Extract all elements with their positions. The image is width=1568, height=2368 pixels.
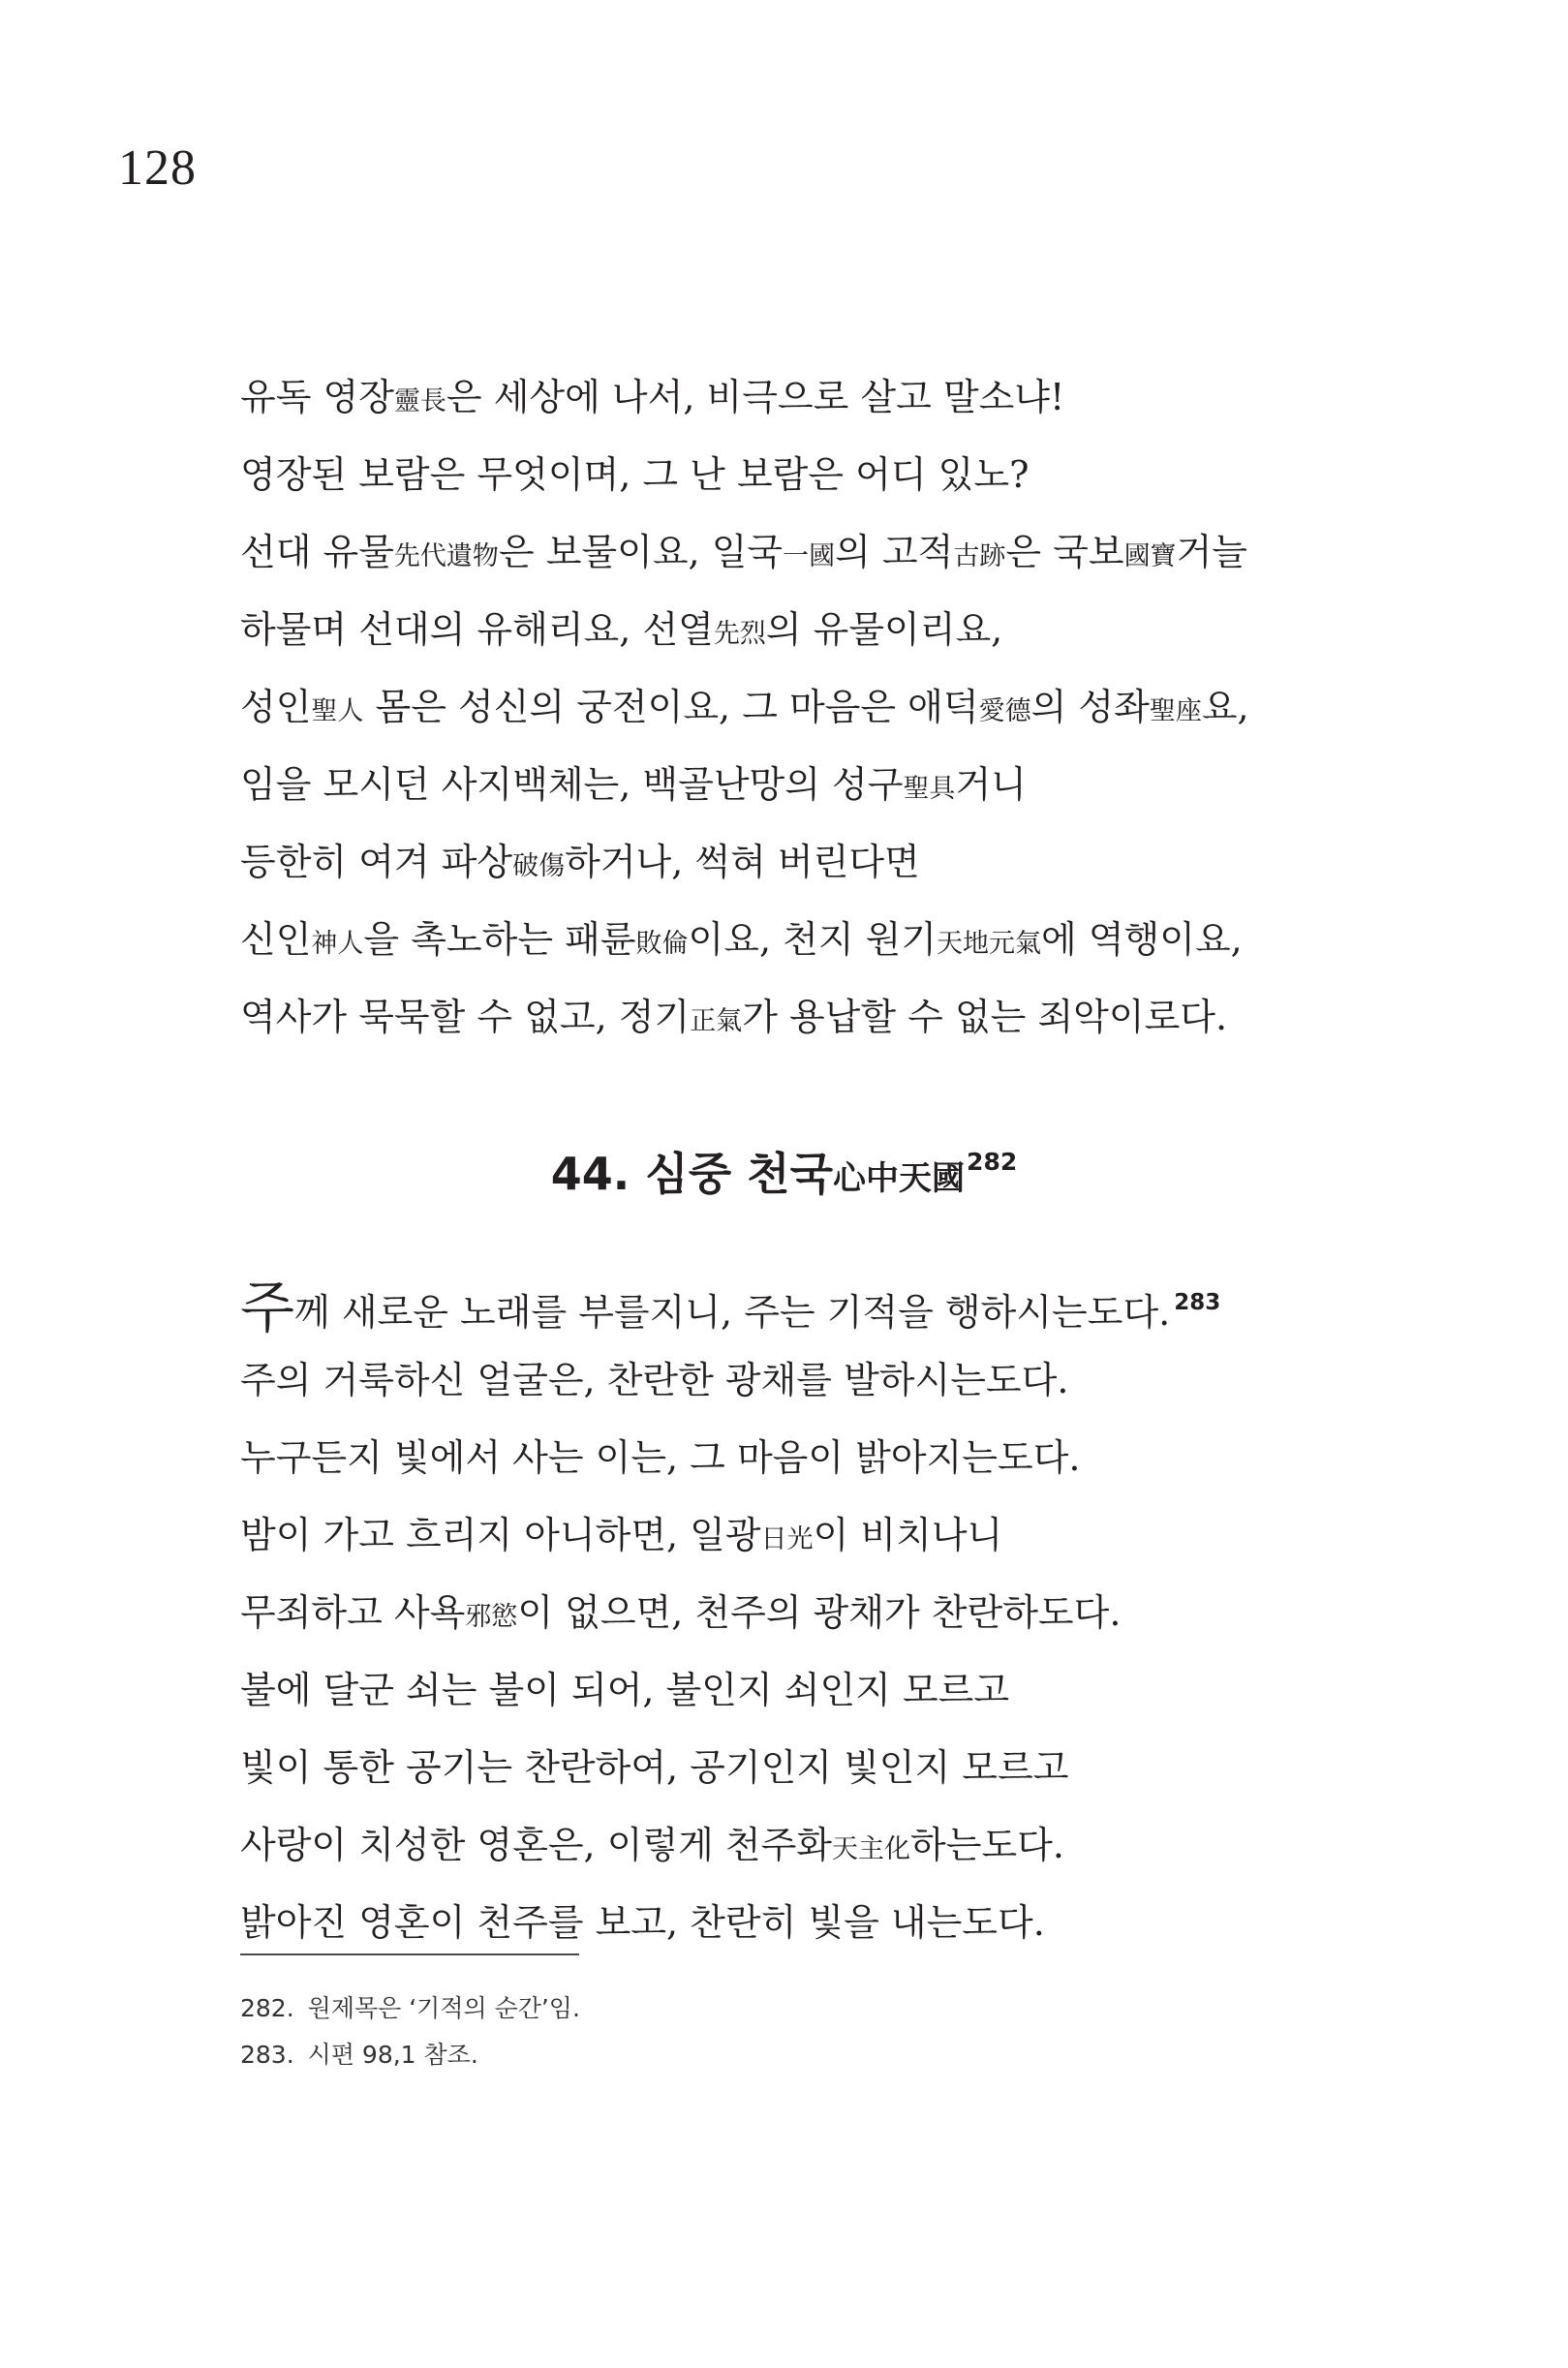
hanja-gloss: 邪慾 bbox=[465, 1602, 518, 1632]
poem-line bbox=[240, 358, 1402, 436]
text-segment: 을 촉노하는 패륜 bbox=[363, 918, 636, 961]
footnote-ref[interactable]: 282 bbox=[967, 1148, 1018, 1176]
hanja-gloss: 天主化 bbox=[832, 1834, 911, 1864]
poem-line bbox=[240, 1729, 1402, 1806]
footnote-divider bbox=[240, 1953, 579, 1955]
text-segment: 이요, 천지 원기 bbox=[688, 918, 938, 961]
text-segment: 신인 bbox=[240, 918, 312, 961]
text-segment: 누구든지 빛에서 사는 이는, 그 마음이 밝아지는도다. bbox=[240, 1436, 1081, 1479]
text-segment: 요, bbox=[1201, 686, 1249, 728]
hanja-gloss: 正氣 bbox=[690, 1006, 743, 1036]
hanja-gloss: 神人 bbox=[311, 929, 364, 959]
text-segment: 영장된 보람은 무엇이며, 그 난 보람은 어디 있노? bbox=[240, 453, 1030, 496]
poem-line bbox=[240, 668, 1402, 746]
text-segment: 은 보물이요, 일국 bbox=[498, 531, 784, 573]
hanja-gloss: 一國 bbox=[783, 541, 836, 571]
text-segment: 무죄하고 사욕 bbox=[240, 1591, 466, 1634]
poem-line bbox=[240, 1264, 1402, 1341]
footnote-ref[interactable]: 283 bbox=[1174, 1290, 1221, 1315]
text-segment: 에 역행이요, bbox=[1041, 918, 1243, 961]
page-number: 128 bbox=[118, 140, 197, 196]
poem-line bbox=[240, 591, 1402, 668]
text-segment: 께 새로운 노래를 부를지니, 주는 기적을 행하시는도다. bbox=[294, 1291, 1171, 1334]
footnote-number: 282. bbox=[240, 1994, 294, 2022]
text-segment: 은 세상에 나서, 비극으로 살고 말소냐! bbox=[446, 376, 1065, 418]
hanja-gloss: 聖座 bbox=[1149, 696, 1202, 726]
text-segment: 성인 bbox=[240, 686, 312, 728]
poem-line bbox=[240, 436, 1402, 513]
footnote-item bbox=[240, 2032, 580, 2078]
text-segment: 불에 달군 쇠는 불이 되어, 불인지 쇠인지 모르고 bbox=[240, 1669, 1010, 1711]
hanja-gloss: 古跡 bbox=[953, 541, 1006, 571]
text-segment: 하물며 선대의 유해리요, 선열 bbox=[240, 608, 714, 651]
hanja-gloss: 先代遺物 bbox=[393, 541, 499, 571]
poem-line bbox=[240, 746, 1402, 823]
footnote-text: 원제목은 ‘기적의 순간’임. bbox=[307, 1994, 580, 2022]
section-number: 44. bbox=[550, 1148, 630, 1200]
footnote-item bbox=[240, 1985, 580, 2032]
text-segment: 거니 bbox=[955, 763, 1027, 806]
footnote-number: 283. bbox=[240, 2041, 294, 2069]
hanja-gloss: 聖具 bbox=[903, 774, 956, 804]
text-segment: 이 없으면, 천주의 광채가 찬란하도다. bbox=[517, 1591, 1122, 1634]
text-segment: 의 유물이리요, bbox=[765, 608, 1003, 651]
hanja-gloss: 天地元氣 bbox=[937, 929, 1042, 959]
poem-line bbox=[240, 901, 1402, 978]
text-segment: 몸은 성신의 궁전이요, 그 마음은 애덕 bbox=[363, 686, 979, 728]
text-segment: 등한히 여겨 파상 bbox=[240, 841, 513, 883]
text-segment: 하거나, 썩혀 버린다면 bbox=[565, 841, 920, 883]
hanja-gloss: 愛德 bbox=[978, 696, 1031, 726]
hanja-gloss: 破傷 bbox=[512, 851, 566, 881]
poem-line bbox=[240, 823, 1402, 901]
section-heading bbox=[0, 1133, 1568, 1208]
text-segment: 밤이 가고 흐리지 아니하면, 일광 bbox=[240, 1514, 761, 1556]
hanja-gloss: 國寶 bbox=[1123, 541, 1177, 571]
text-segment: 역사가 묵묵할 수 없고, 정기 bbox=[240, 996, 691, 1038]
text-segment: 의 고적 bbox=[835, 531, 954, 573]
footnote-text: 시편 98,1 참조. bbox=[307, 2041, 478, 2069]
text-segment: 가 용납할 수 없는 죄악이로다. bbox=[742, 996, 1228, 1038]
poem-line bbox=[240, 1496, 1402, 1574]
poem-line bbox=[240, 1806, 1402, 1884]
drop-cap: 주 bbox=[240, 1275, 295, 1340]
text-segment: 선대 유물 bbox=[240, 531, 394, 573]
text-segment: 의 성좌 bbox=[1030, 686, 1150, 728]
text-segment: 밝아진 영혼이 천주를 보고, 찬란히 빛을 내는도다. bbox=[240, 1901, 1045, 1944]
poem-line bbox=[240, 1341, 1402, 1419]
text-segment: 이 비치나니 bbox=[813, 1514, 1003, 1556]
poem-stanza-1 bbox=[240, 358, 1402, 1056]
text-segment: 주의 거룩하신 얼굴은, 찬란한 광채를 발하시는도다. bbox=[240, 1359, 1069, 1401]
hanja-gloss: 聖人 bbox=[311, 696, 364, 726]
poem-stanza-2 bbox=[240, 1264, 1402, 1961]
text-segment: 유독 영장 bbox=[240, 376, 394, 418]
footnotes bbox=[240, 1985, 580, 2078]
poem-line bbox=[240, 978, 1402, 1056]
poem-line bbox=[240, 1574, 1402, 1651]
hanja-gloss: 日光 bbox=[760, 1524, 814, 1554]
text-segment: 빛이 통한 공기는 찬란하여, 공기인지 빛인지 모르고 bbox=[240, 1746, 1069, 1789]
section-title: 심중 천국 bbox=[645, 1148, 834, 1200]
poem-line bbox=[240, 1419, 1402, 1496]
text-segment: 사랑이 치성한 영혼은, 이렇게 천주화 bbox=[240, 1824, 833, 1866]
text-segment: 하는도다. bbox=[910, 1824, 1064, 1866]
text-segment: 은 국보 bbox=[1005, 531, 1124, 573]
poem-line bbox=[240, 1651, 1402, 1729]
hanja-gloss: 靈長 bbox=[393, 386, 446, 416]
text-segment: 거늘 bbox=[1176, 531, 1247, 573]
section-title-hanja: 心中天國 bbox=[833, 1159, 966, 1198]
text-segment: 임을 모시던 사지백체는, 백골난망의 성구 bbox=[240, 763, 904, 806]
hanja-gloss: 敗倫 bbox=[635, 929, 689, 959]
hanja-gloss: 先烈 bbox=[713, 619, 766, 649]
poem-line bbox=[240, 1884, 1402, 1961]
poem-line bbox=[240, 513, 1402, 591]
